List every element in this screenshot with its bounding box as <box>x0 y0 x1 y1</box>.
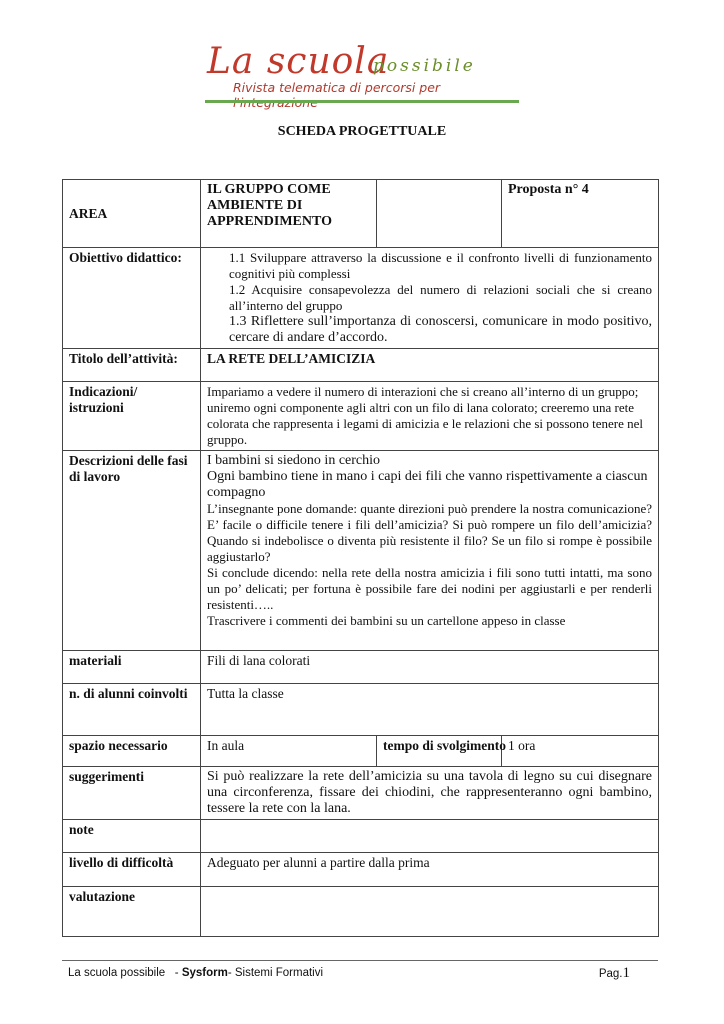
obiettivo-cell <box>201 248 659 349</box>
alunni-value: Tutta la classe <box>201 684 659 736</box>
descrizione-step: Trascrivere i commenti dei bambini su un cartellone appeso in classe <box>207 613 566 628</box>
row-note <box>63 820 659 853</box>
footer-brand: Sysform <box>181 967 228 979</box>
titolo-label: Titolo dell’attività: <box>63 349 201 382</box>
livello-label: livello di difficoltà <box>63 853 201 887</box>
descrizioni-label: Descrizioni delle fasi di lavoro <box>63 451 201 651</box>
logo <box>203 40 521 108</box>
row-descrizioni <box>63 451 659 651</box>
alunni-label: n. di alunni coinvolti <box>63 684 201 736</box>
page-label: Pag. <box>598 968 623 980</box>
note-value <box>201 820 659 853</box>
obiettivo-label: Obiettivo didattico: <box>63 248 201 349</box>
page-title: SCHEDA PROGETTUALE <box>277 124 447 139</box>
tempo-value: 1 ora <box>502 736 659 767</box>
valutazione-label: valutazione <box>63 887 201 937</box>
logo-sub-text: possibile <box>373 56 476 76</box>
livello-value: Adeguato per alunni a partire dalla prima <box>201 853 659 887</box>
page-footer <box>68 967 658 979</box>
row-suggerimenti <box>63 767 659 820</box>
row-spazio-tempo <box>63 736 659 767</box>
footer-publication: La scuola possibile <box>68 967 166 979</box>
row-indicazioni <box>63 382 659 451</box>
area-empty-cell <box>377 180 502 248</box>
suggerimenti-value: Si può realizzare la rete dell’amicizia su una tavola di legno su cui disegnare una circonferenza, fissare dei chiodini, che rappresenteranno ogni bambino, tessere la rete con la lana. <box>201 767 659 820</box>
row-obiettivo <box>63 248 659 349</box>
logo-main-text: La scuola <box>207 41 390 82</box>
materiali-value: Fili di lana colorati <box>201 651 659 684</box>
descrizione-step: L’insegnante pone domande: quante direzioni può prendere la nostra comunicazione? E’ facile o difficile tenere i fili dell’amicizia? Si può rompere un filo dell’amicizia? Quando si indebolisce o diventa più resistente il filo? Se un filo si rompe è possibile aggiustarlo? <box>207 501 652 564</box>
footer-separator: - <box>174 967 179 979</box>
descrizione-step: Si conclude dicendo: nella rete della nostra amicizia i fili sono tutti intatti, ma sono un po’ delicati; per fortuna è possibile fare dei nodini per aggiustarli e per renderli resistenti….. <box>207 565 652 612</box>
proposta-number: Proposta n° 4 <box>502 180 659 248</box>
descrizione-step: I bambini si siedono in cerchio <box>207 453 381 468</box>
obiettivo-item: 1.1 Sviluppare attraverso la discussione e il confronto livelli di funzionamento cognitivi più complessi <box>229 250 652 281</box>
area-label: AREA <box>63 180 201 248</box>
descrizioni-cell <box>201 451 659 651</box>
logo-underline <box>205 100 519 103</box>
tempo-label: tempo di svolgimento <box>377 736 502 767</box>
row-alunni <box>63 684 659 736</box>
row-area <box>63 180 659 248</box>
suggerimenti-label: suggerimenti <box>63 767 201 820</box>
obiettivo-item: 1.3 Riflettere sull’importanza di conoscersi, comunicare in modo positivo, cercare di andare d’accordo. <box>229 314 652 345</box>
row-livello <box>63 853 659 887</box>
valutazione-value <box>201 887 659 937</box>
indicazioni-value: Impariamo a vedere il numero di interazioni che si creano all’interno di un gruppo; uniremo ogni componente agli altri con un filo di lana colorato; creeremo una rete colorata che rappresenta i legami di amicizia e le relazioni che si possono tenere nel gruppo. <box>201 382 659 451</box>
area-value: IL GRUPPO COME AMBIENTE DI APPRENDIMENTO <box>201 180 377 248</box>
row-titolo <box>63 349 659 382</box>
footer-divider <box>62 960 658 961</box>
footer-suffix: - Sistemi Formativi <box>227 967 324 979</box>
spazio-value: In aula <box>201 736 377 767</box>
logo-tagline: Rivista telematica di percorsi per <box>233 80 441 95</box>
indicazioni-label: Indicazioni/ istruzioni <box>63 382 201 451</box>
page-number: 1 <box>622 965 630 981</box>
spazio-label: spazio necessario <box>63 736 201 767</box>
obiettivo-item: 1.2 Acquisire consapevolezza del numero di relazioni sociali che si creano all’interno del gruppo <box>229 282 652 313</box>
titolo-value: LA RETE DELL’AMICIZIA <box>201 349 659 382</box>
row-valutazione <box>63 887 659 937</box>
project-sheet-table <box>62 179 659 937</box>
descrizione-step: Ogni bambino tiene in mano i capi dei fili che vanno rispettivamente a ciascun compagno <box>207 469 648 500</box>
page-number-block <box>599 965 630 982</box>
row-materiali <box>63 651 659 684</box>
materiali-label: materiali <box>63 651 201 684</box>
note-label: note <box>63 820 201 853</box>
